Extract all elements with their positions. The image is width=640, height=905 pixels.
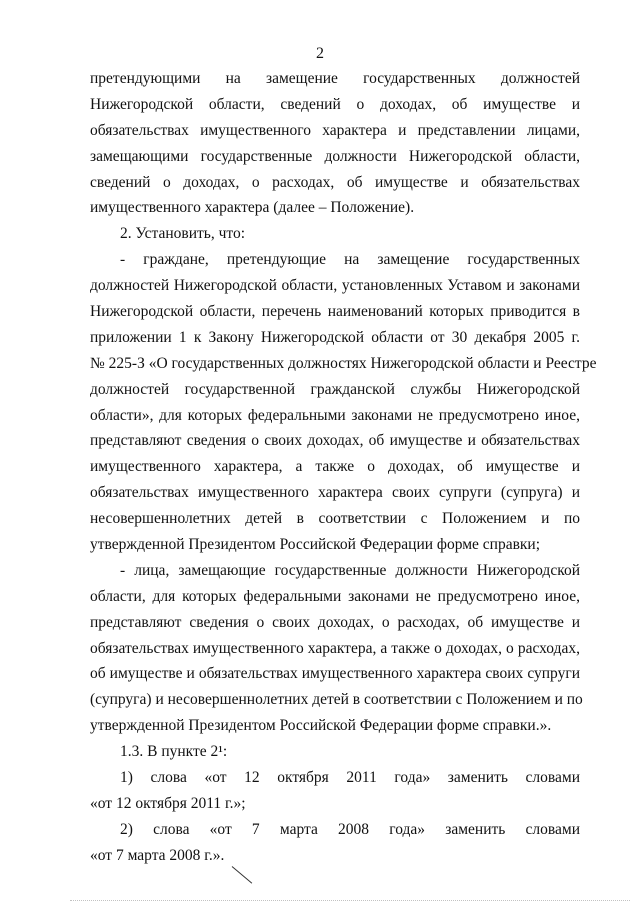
text-line: утвержденной Президентом Российской Федерации форме справки.». [90, 717, 552, 735]
text-line: приложении 1 к Закону Нижегородской области от 30 декабря 2005 г. [90, 328, 580, 346]
scan-artifact-mark [232, 866, 253, 883]
scan-footer-noise [70, 900, 630, 904]
text-line: представляют сведения о своих доходах, о расходах, об имуществе и [90, 613, 580, 631]
text-line: области, для которых федеральными законами не предусмотрено иное, [90, 587, 580, 605]
list-item-first-line: - граждане, претендующие на замещение государственных [120, 251, 580, 269]
text-line: «от 12 октября 2011 г.»; [90, 794, 246, 812]
document-body [90, 66, 597, 869]
text-line: представляют сведения о своих доходах, об имуществе и обязательствах [90, 432, 580, 450]
text-line: должностей государственной гражданской службы Нижегородской [90, 380, 580, 398]
text-line: обязательствах имущественного характера своих супруги (супруга) и [90, 484, 580, 502]
text-line: об имуществе и обязательствах имущественного характера своих супруги [90, 665, 580, 683]
list-item-first-line: 2) слова «от 7 марта 2008 года» заменить словами [120, 820, 580, 838]
list-item-first-line: - лица, замещающие государственные должности Нижегородской [120, 561, 580, 579]
text-line: утвержденной Президентом Российской Федерации форме справки; [90, 536, 541, 554]
text-line: «от 7 марта 2008 г.». [90, 846, 225, 864]
text-line: обязательствах имущественного характера и представлении лицами, [90, 121, 580, 139]
text-line: Нижегородской области, сведений о доходах, об имуществе и [90, 95, 580, 113]
text-line: (супруга) и несовершеннолетних детей в соответствии с Положением и по [90, 691, 583, 709]
text-line: должностей Нижегородской области, установленных Уставом и законами [90, 277, 580, 295]
paragraph-heading: 1.3. В пункте 2¹: [120, 743, 228, 761]
text-line: области», для которых федеральными законами не предусмотрено иное, [90, 406, 580, 424]
text-line: сведений о доходах, о расходах, об имуществе и обязательствах [90, 173, 580, 191]
text-line: имущественного характера (далее – Положение). [90, 199, 415, 217]
text-line: № 225-З «О государственных должностях Нижегородской области и Реестре [90, 354, 597, 372]
text-line: несовершеннолетних детей в соответствии с Положением и по [90, 510, 580, 528]
text-line: замещающими государственные должности Нижегородской области, [90, 147, 580, 165]
text-line: обязательствах имущественного характера, а также о доходах, о расходах, [90, 639, 580, 657]
text-line: Нижегородской области, перечень наименований которых приводится в [90, 303, 580, 321]
text-line: претендующими на замещение государственных должностей [90, 70, 580, 87]
text-line: имущественного характера, а также о доходах, об имуществе и [90, 458, 580, 476]
list-item-first-line: 1) слова «от 12 октября 2011 года» заменить словами [120, 769, 580, 787]
paragraph-heading: 2. Установить, что: [120, 225, 246, 243]
page-number: 2 [316, 45, 324, 62]
